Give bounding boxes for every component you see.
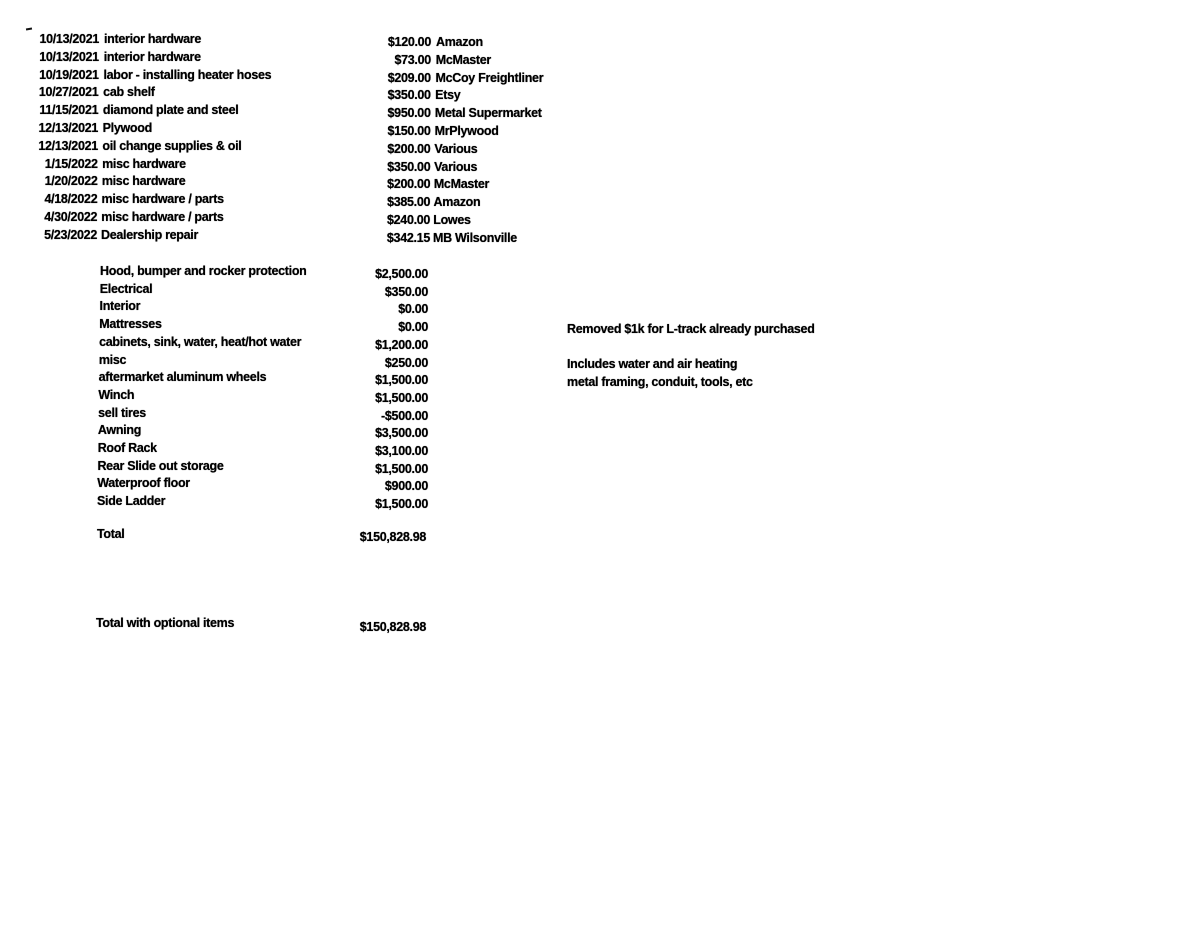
planned-item: aftermarket aluminum wheels [98,370,267,385]
planned-amount: $250.00 [384,355,428,370]
planned-item: Side Ladder [97,494,166,509]
ledger-date: 5/23/2022 [44,227,97,242]
ledger-date: 1/20/2022 [44,174,98,189]
ledger-vendor: Lowes [433,213,471,227]
planned-amount: -$500.00 [381,408,428,423]
planned-amount: $1,200.00 [375,337,428,352]
planned-amount: $1,500.00 [375,373,428,388]
total-value: $150,828.98 [359,530,426,544]
note-mattresses: Removed $1k for L-track already purchased [567,322,815,336]
total-optional-label: Total with optional items [96,616,235,630]
ledger-amount: $342.15 [386,230,430,245]
planned-item: Waterproof floor [97,476,190,491]
planned-item: Rear Slide out storage [97,458,224,473]
ledger-date: 12/13/2021 [38,121,99,135]
planned-amount: $1,500.00 [375,497,428,512]
ledger-vendor: Amazon [436,35,483,49]
ledger-vendor: MB Wilsonville [433,230,517,245]
ledger-amount: $150.00 [387,124,431,138]
ledger-item: oil change supplies & oil [102,138,242,153]
ledger-vendor: Amazon [433,195,481,210]
ledger-item: diamond plate and steel [102,103,239,118]
ledger-vendor: McMaster [435,52,491,67]
ledger-vendor: Various [434,159,478,174]
ledger-item: misc hardware / parts [101,192,224,207]
ledger-amount: $950.00 [387,106,431,121]
planned-item: Mattresses [99,317,162,332]
note-cabinets: Includes water and air heating [567,357,738,371]
ledger-amount: $350.00 [387,88,431,103]
ledger-item: Dealership repair [101,227,199,242]
ledger-item: misc hardware / parts [101,210,224,224]
ledger-item: interior hardware [104,32,202,46]
planned-item: Interior [99,299,141,314]
ledger-vendor: Metal Supermarket [434,106,542,121]
planned-item: cabinets, sink, water, heat/hot water [99,334,302,349]
ledger-date: 4/30/2022 [44,210,98,224]
ledger-amount: $240.00 [386,213,431,227]
planned-amount: $2,500.00 [375,267,428,281]
note-misc: metal framing, conduit, tools, etc [567,375,753,389]
planned-item: Hood, bumper and rocker protection [100,264,307,278]
planned-item: sell tires [98,405,146,420]
ledger-date: 10/19/2021 [39,67,99,82]
planned-amount: $350.00 [384,284,428,299]
planned-amount: $1,500.00 [375,461,428,476]
planned-item: Awning [97,423,142,438]
ledger-amount: $200.00 [387,177,431,192]
planned-amount: $0.00 [398,320,428,335]
ledger-item: interior hardware [103,49,201,64]
ledger-amount: $209.00 [387,70,431,85]
ledger-amount: $385.00 [387,195,431,210]
ledger-amount: $350.00 [387,159,431,174]
ledger-date: 10/13/2021 [39,32,99,46]
ledger-vendor: Etsy [435,88,461,103]
ledger-date: 12/13/2021 [38,138,98,153]
planned-amount: $3,500.00 [375,426,428,441]
ledger-date: 11/15/2021 [39,103,99,118]
ledger-vendor: McCoy Freightliner [435,70,544,85]
planned-amount: $3,100.00 [375,444,428,458]
total-optional-value: $150,828.98 [359,620,426,634]
ledger-date: 10/13/2021 [39,49,99,64]
planned-amount: $900.00 [384,479,428,494]
planned-item: Electrical [99,281,153,296]
total-label: Total [97,527,125,541]
ledger-vendor: MrPlywood [434,124,499,138]
ledger-date: 4/18/2022 [44,192,98,207]
ledger-date: 10/27/2021 [38,85,99,100]
ledger-item: misc hardware [101,174,186,189]
ledger-item: cab shelf [103,85,155,100]
planned-item: Roof Rack [97,441,157,455]
ledger-item: labor - installing heater hoses [103,67,272,82]
ledger-date: 1/15/2022 [44,156,98,171]
planned-item: Winch [98,387,135,402]
ledger-item: misc hardware [102,156,186,171]
ledger-item: Plywood [102,121,152,135]
ledger-vendor: Various [434,141,478,156]
ledger-amount: $73.00 [394,52,431,67]
planned-item: misc [98,352,127,367]
planned-amount: $1,500.00 [375,390,428,405]
pen-mark [26,27,32,30]
ledger-vendor: McMaster [433,177,490,192]
ledger-amount: $120.00 [387,35,431,49]
planned-amount: $0.00 [398,302,428,317]
ledger-amount: $200.00 [387,141,431,156]
